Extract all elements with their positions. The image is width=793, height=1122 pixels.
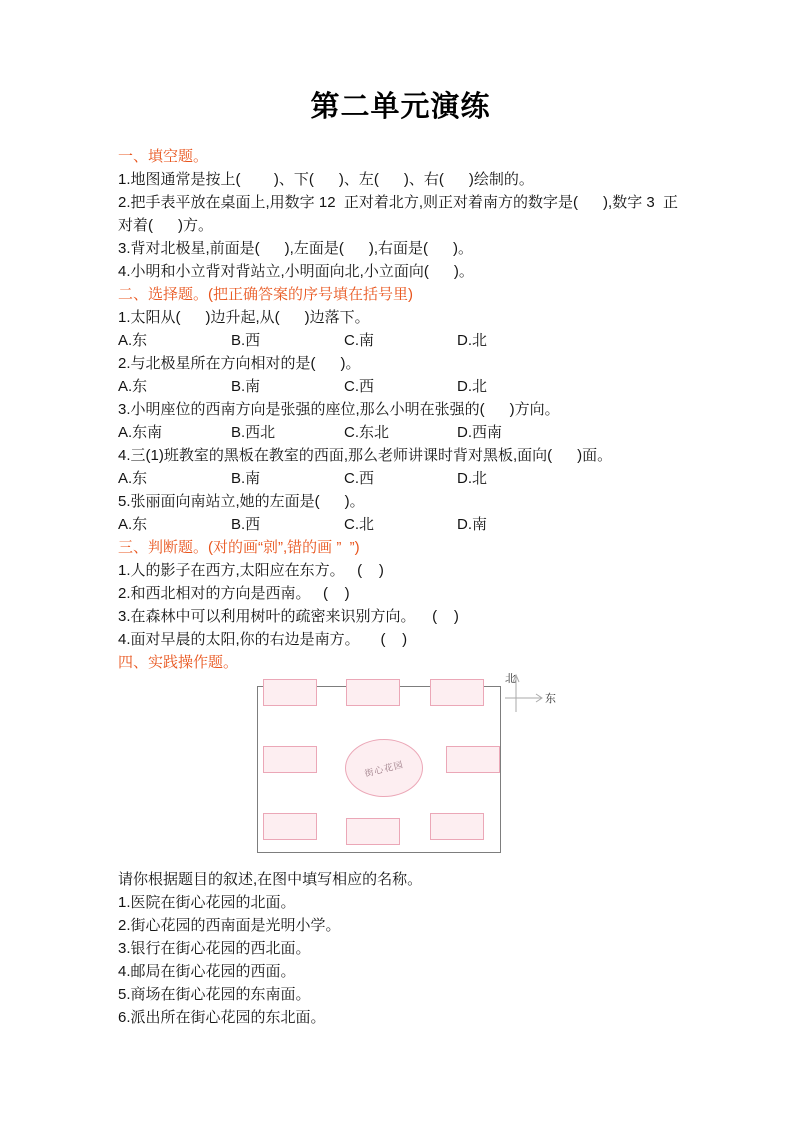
choice-question: 4.三(1)班教室的黑板在教室的西面,那么老师讲课时背对黑板,面向( )面。 xyxy=(118,447,613,464)
option-c: C.南 xyxy=(344,332,375,349)
map-blank-box-southeast xyxy=(430,813,484,840)
garden-ellipse xyxy=(345,739,423,797)
judge-item: 4.面对早晨的太阳,你的右边是南方。 ( ) xyxy=(118,631,408,648)
map-blank-box-east xyxy=(446,746,500,773)
option-a: A.东 xyxy=(118,332,148,349)
compass-north-label: 北 xyxy=(505,673,516,685)
judge-item: 2.和西北相对的方向是西南。 ( ) xyxy=(118,585,350,602)
option-b: B.西 xyxy=(231,332,261,349)
practice-item: 5.商场在街心花园的东南面。 xyxy=(118,986,311,1003)
fill-blank-item: 2.把手表平放在桌面上,用数字 12 正对着北方,则正对着南方的数字是( ),数字 3 正对着( )方。 xyxy=(118,194,679,234)
choice-options xyxy=(118,421,683,444)
choice-options xyxy=(118,467,683,490)
page-title: 第二单元演练 xyxy=(310,91,491,123)
section-4-heading: 四、实践操作题。 xyxy=(118,654,239,671)
section-3-heading: 三、判断题。(对的画“剠”,错的画 ” ”) xyxy=(118,539,360,556)
option-c: C.西 xyxy=(344,470,375,487)
map-blank-box-northwest xyxy=(263,679,317,706)
option-b: B.西北 xyxy=(231,424,276,441)
option-a: A.东 xyxy=(118,470,148,487)
option-c: C.北 xyxy=(344,516,375,533)
map-blank-box-northeast xyxy=(430,679,484,706)
option-d: D.北 xyxy=(457,470,488,487)
fill-blank-item: 4.小明和小立背对背站立,小明面向北,小立面向( )。 xyxy=(118,263,474,280)
practice-instruction: 请你根据题目的叙述,在图中填写相应的名称。 xyxy=(118,871,423,888)
option-a: A.东 xyxy=(118,378,148,395)
choice-options xyxy=(118,375,683,398)
garden-label: 街心花园 xyxy=(363,758,405,779)
practice-map-diagram xyxy=(257,673,683,864)
option-b: B.西 xyxy=(231,516,261,533)
option-d: D.北 xyxy=(457,378,488,395)
judge-item: 1.人的影子在西方,太阳应在东方。 ( ) xyxy=(118,562,384,579)
option-d: D.南 xyxy=(457,516,488,533)
option-a: A.东 xyxy=(118,516,148,533)
option-a: A.东南 xyxy=(118,424,163,441)
practice-item: 1.医院在街心花园的北面。 xyxy=(118,894,296,911)
compass-icon xyxy=(503,670,559,718)
choice-question: 5.张丽面向南站立,她的左面是( )。 xyxy=(118,493,365,510)
map-blank-box-southwest xyxy=(263,813,317,840)
option-b: B.南 xyxy=(231,378,261,395)
option-c: C.东北 xyxy=(344,424,390,441)
choice-question: 3.小明座位的西南方向是张强的座位,那么小明在张强的( )方向。 xyxy=(118,401,560,418)
practice-item: 3.银行在街心花园的西北面。 xyxy=(118,940,311,957)
option-c: C.西 xyxy=(344,378,375,395)
choice-options xyxy=(118,329,683,352)
section-1-heading: 一、填空题。 xyxy=(118,148,209,165)
option-d: D.北 xyxy=(457,332,488,349)
practice-item: 6.派出所在街心花园的东北面。 xyxy=(118,1009,326,1026)
map-blank-box-west xyxy=(263,746,317,773)
choice-question: 2.与北极星所在方向相对的是( )。 xyxy=(118,355,361,372)
compass-east-label: 东 xyxy=(545,693,556,705)
choice-options xyxy=(118,513,683,536)
map-outline xyxy=(257,686,501,853)
section-2-heading: 二、选择题。(把正确答案的序号填在括号里) xyxy=(118,286,413,303)
judge-item: 3.在森林中可以利用树叶的疏密来识别方向。 ( ) xyxy=(118,608,459,625)
map-blank-box-south xyxy=(346,818,400,845)
choice-question: 1.太阳从( )边升起,从( )边落下。 xyxy=(118,309,370,326)
practice-item: 4.邮局在街心花园的西面。 xyxy=(118,963,296,980)
map-blank-box-north xyxy=(346,679,400,706)
fill-blank-item: 3.背对北极星,前面是( ),左面是( ),右面是( )。 xyxy=(118,240,473,257)
option-b: B.南 xyxy=(231,470,261,487)
practice-item: 2.街心花园的西南面是光明小学。 xyxy=(118,917,341,934)
option-d: D.西南 xyxy=(457,424,503,441)
fill-blank-item: 1.地图通常是按上( )、下( )、左( )、右( )绘制的。 xyxy=(118,171,534,188)
